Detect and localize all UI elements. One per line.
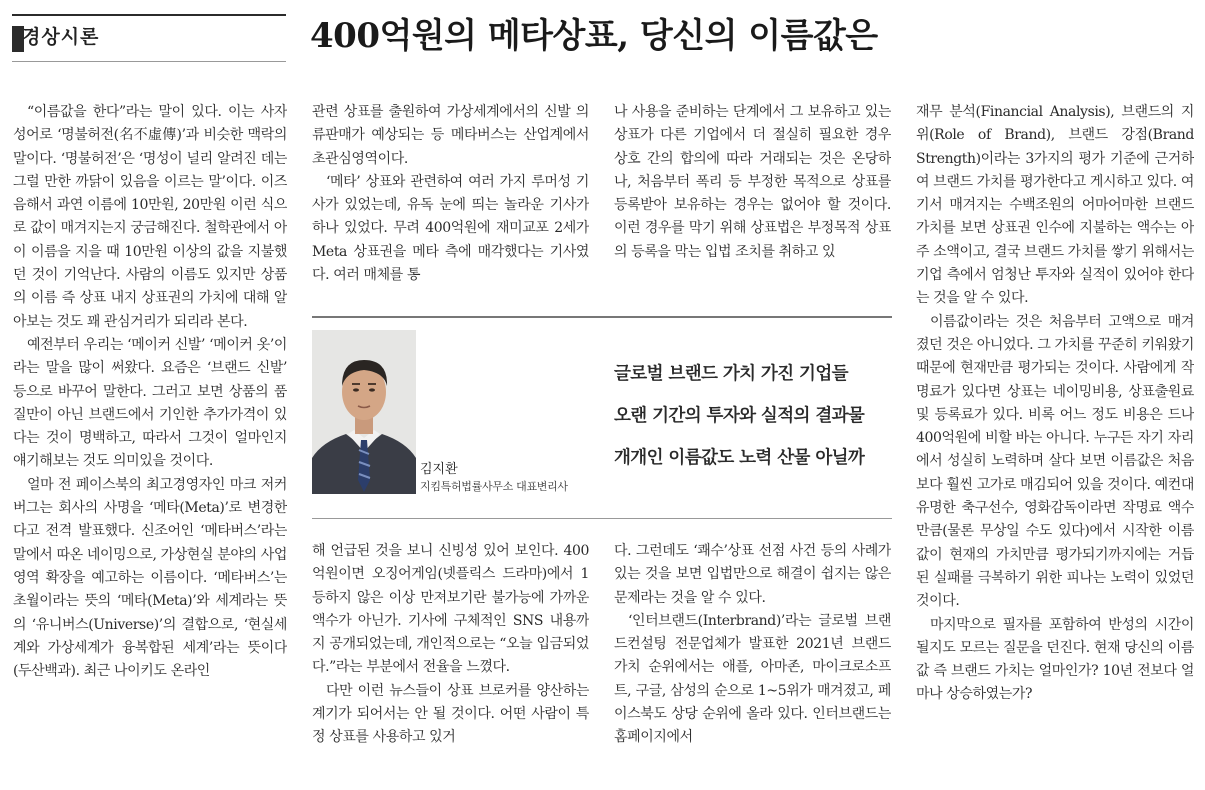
paragraph: 관련 상표를 출원하여 가상세계에서의 신발 의류판매가 예상되는 등 메타버스는 산업계에서 초관심영역이다.: [312, 104, 589, 167]
divider-bottom: [312, 518, 892, 519]
divider-top: [312, 316, 892, 318]
article-column-2-top: [312, 101, 589, 295]
headline: 400억원의 메타상표, 당신의 이름값은: [310, 16, 878, 56]
paragraph: ‘메타’ 상표와 관련하여 여러 가지 루머성 기사가 있었는데, 유독 눈에 띄는 놀라운 기사가 하나 있었다. 무려 400억원에 재미교포 2세가 Meta 상표권을 메타 측에 매각했다는 기사였다. 여러 매체를 통: [312, 173, 589, 284]
paragraph: “이름값을 한다”라는 말이 있다. 이는 사자성어로 ‘명불허전(名不虛傳)’과 비슷한 맥락의 말이다. ‘명불허전’은 ‘명성이 널리 알려진 데는 그럴 만한 까닭이 있음을 이르는 말’이다. 이즈음해서 과연 이름에 10만원, 20만원 이런 식으로 값이 매겨지는지 궁금해진다. 철학관에서 아이 이름을 지을 때 10만원 이상의 값을 지불했던 것이 기억난다. 사람의 이름도 있지만 상품의 이름 즉 상표 내지 상표권의 가치에 대해 알아보는 것도 꽤 관심거리가 되리라 본다.: [13, 104, 287, 330]
pull-quote-line: 개개인 이름값도 노력 산물 아닐까: [614, 448, 865, 468]
author-name: 김지환: [420, 462, 458, 477]
paragraph: 나 사용을 준비하는 단계에서 그 보유하고 있는 상표가 다른 기업에서 더 절실히 필요한 경우 상호 간의 합의에 따라 거래되는 것은 온당하나, 처음부터 폭리 등 부정한 목적으로 상표를 등록받아 보유하는 경우는 없어야 할 것이다. 이런 경우를 막기 위해 상표법은 부정목적 상표의 등록을 막는 입법 조치를 취하고 있: [614, 104, 891, 260]
author-photo: [312, 330, 416, 494]
article-column-3-top: [614, 101, 891, 295]
author-portrait-icon: [312, 330, 416, 494]
article-column-3-bottom: [614, 540, 891, 780]
paragraph: 예전부터 우리는 ‘메이커 신발’ ‘메이커 옷’이라는 말을 많이 써왔다. 요즘은 ‘브랜드 신발’ 등으로 바꾸어 말한다. 그러고 보면 상품의 품질만이 아닌 브랜드에서 기인한 추가가격이 있다는 것이 명백하고, 따라서 그것이 얼마인지 얘기해보는 것도 의미있을 것이다.: [13, 336, 287, 470]
pull-quote-line: 글로벌 브랜드 가치 가진 기업들: [614, 364, 848, 384]
paragraph: 마지막으로 필자를 포함하여 반성의 시간이 될지도 모르는 질문을 던진다. 현재 당신의 이름값 즉 브랜드 가치는 얼마인가? 10년 전보다 얼마나 상승하였는가?: [916, 616, 1194, 703]
section-label: [12, 14, 286, 56]
article-column-2-bottom: [312, 540, 589, 780]
author-title: 지킴특허법률사무소 대표변리사: [420, 480, 568, 493]
article-column-4: [916, 101, 1194, 781]
paragraph: 이름값이라는 것은 처음부터 고액으로 매겨졌던 것은 아니었다. 그 가치를 꾸준히 키워왔기 때문에 현재만큼 평가되는 것이다. 사람에게 작명료가 있다면 상표는 네이밍비용, 상표출원료 및 등록료가 있다. 비록 어느 정도 비용은 드나 400억원에 비할 바는 아니다. 누구든 자기 자리에서 성실히 노력하며 살다 보면 이름값은 처음보다 훨씬 고가로 매김되어 있을 것이다. 예컨대 유명한 축구선수, 영화감독이라면 작명료 액수만큼(물론 무상일 수도 있다)에서 시작한 이름값이 현재의 가치만큼 평가되기까지에는 거듭된 실패를 극복하기 위한 피나는 노력이 있었던 것이다.: [916, 313, 1194, 610]
paragraph: 재무 분석(Financial Analysis), 브랜드의 지위(Role of Brand), 브랜드 강점(Brand Strength)이라는 3가지의 평가 기준에 근거하여 브랜드 가치를 평가한다고 게시하고 있다. 여기서 매겨지는 수백조원의 어마어마한 브랜드 가치를 보면 상표권 인수에 지불하는 액수는 아주 소액이고, 결국 브랜드 가치를 쌓기 위해서는 기업 측에서 엄청난 투자와 실적이 있어야 한다는 것을 알 수 있다.: [916, 104, 1194, 307]
article-column-1: [13, 101, 287, 781]
paragraph: 얼마 전 페이스북의 최고경영자인 마크 저커버그는 회사의 사명을 ‘메타(Meta)’로 변경한다고 전격 발표했다. 신조어인 ‘메타버스’라는 말에서 따온 네이밍으로, 가상현실 분야의 사업영역 확장을 예고하는 이름이다. ‘메타버스’는 초월이라는 뜻의 ‘메타(Meta)’와 세계라는 뜻의 ‘유니버스(Universe)’의 결합으로, ‘현실세계와 가상세계가 융복합된 세계’라는 뜻이다(두산백과). 최근 나이키도 온라인: [13, 476, 287, 680]
paragraph: 다만 이런 뉴스들이 상표 브로커를 양산하는 계기가 되어서는 안 될 것이다. 어떤 사람이 특정 상표를 사용하고 있거: [312, 682, 589, 746]
section-rule: [12, 61, 286, 62]
paragraph: 해 언급된 것을 보니 신빙성 있어 보인다. 400억원이면 오징어게임(넷플릭스 드라마)에서 1등하지 않은 이상 만져보기란 불가능에 가까운 액수가 아닌가. 기사에 구체적인 SNS 내용까지 공개되었는데, 개인적으로는 “오늘 입금되었다.”라는 부분에서 전율을 느꼈다.: [312, 543, 589, 676]
paragraph: ‘인터브랜드(Interbrand)’라는 글로벌 브랜드컨설팅 전문업체가 발표한 2021년 브랜드 가치 순위에서는 애플, 아마존, 마이크로소프트, 구글, 삼성의 순으로 1~5위가 매겨졌고, 페이스북도 상당 순위에 올라 있다. 인터브랜드는 홈페이지에서: [614, 612, 891, 746]
pull-quote-line: 오랜 기간의 투자와 실적의 결과물: [614, 406, 865, 426]
paragraph: 다. 그런데도 ‘쾌수’상표 선점 사건 등의 사례가 있는 것을 보면 입법만으로 해결이 쉽지는 않은 문제라는 것을 알 수 있다.: [614, 543, 891, 606]
section-label-text: 경상시론: [22, 26, 100, 48]
